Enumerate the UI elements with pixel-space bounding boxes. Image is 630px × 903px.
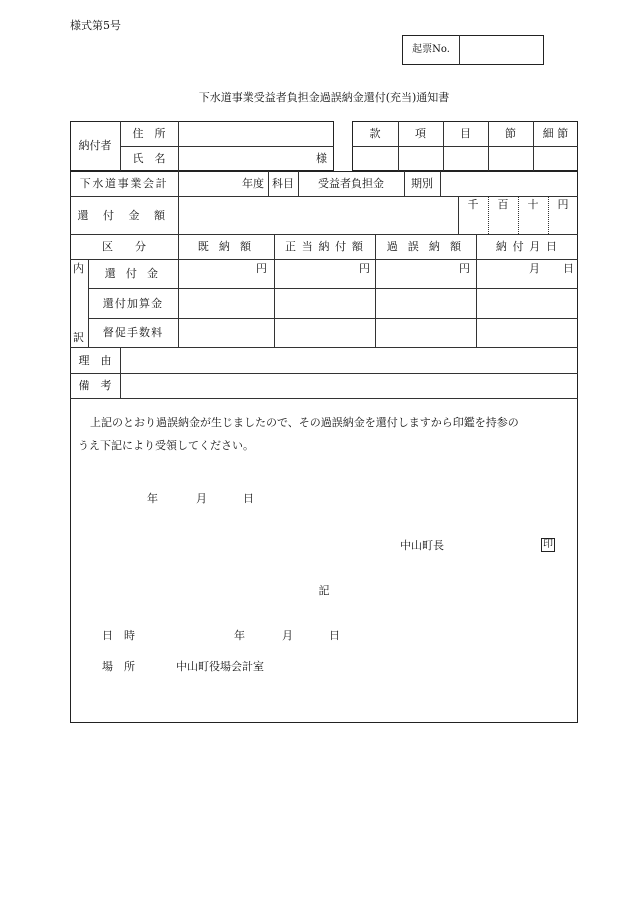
voucher-divider [459, 35, 460, 65]
payer-label: 納付者 [78, 139, 112, 152]
breakdown-header-correct: 正 当 納 付 額 [285, 240, 364, 253]
schedule-place-value: 中山町役場会計室 [176, 660, 264, 673]
notice-date-month: 月 [196, 492, 207, 505]
remarks-field[interactable] [122, 375, 576, 396]
name-label: 氏 名 [132, 152, 166, 165]
document-title: 下水道事業受益者負担金過誤納金還付(充当)通知書 [198, 91, 450, 104]
seal-icon: 印 [543, 539, 553, 550]
reason-label: 理 由 [78, 354, 112, 367]
issuer-name: 中山町長 [400, 539, 444, 552]
refund-amount-field[interactable] [180, 198, 456, 232]
digit-hundred: 百 [497, 198, 509, 211]
item-value: 受益者負担金 [318, 177, 384, 190]
schedule-day: 日 [329, 629, 340, 642]
row-refund-overpaid-yen: 円 [459, 262, 470, 275]
schedule-year: 年 [234, 629, 245, 642]
reason-field[interactable] [122, 349, 576, 371]
item-label: 科目 [272, 177, 294, 190]
fiscal-year-label: 年度 [242, 177, 264, 190]
row-fee-label: 督促手数料 [102, 326, 164, 339]
row-addition-label: 還付加算金 [102, 297, 164, 310]
period-label: 期別 [411, 177, 433, 190]
address-label: 住 所 [132, 127, 166, 140]
budget-header-kou: 項 [415, 127, 426, 140]
voucher-label: 起票No. [412, 44, 450, 55]
notice-text-line1: 上記のとおり過誤納金が生じましたので、その過誤納金を還付しますから印鑑を持参の [90, 416, 519, 429]
digit-thousand: 千 [467, 198, 479, 211]
budget-header-moku: 目 [460, 127, 471, 140]
payer-address-field[interactable] [180, 123, 332, 145]
breakdown-header-paid: 既 納 額 [197, 240, 255, 253]
breakdown-header-category: 区 分 [102, 240, 146, 253]
digit-yen: 円 [557, 198, 569, 211]
refund-amount-label: 還 付 金 額 [77, 209, 171, 222]
digit-ten: 十 [527, 198, 539, 211]
honorific-sama: 様 [316, 152, 327, 165]
notice-date-day: 日 [243, 492, 254, 505]
breakdown-side-label-top: 内 [73, 262, 84, 275]
budget-header-setsu: 節 [505, 127, 516, 140]
account-label: 下水道事業会計 [79, 177, 169, 190]
notice-text-line2: うえ下記により受領してください。 [78, 439, 254, 452]
payer-name-field[interactable] [180, 148, 310, 170]
period-field[interactable] [442, 173, 576, 194]
row-refund-day: 日 [563, 262, 574, 275]
schedule-place-label: 場 所 [102, 660, 135, 673]
budget-header-kan: 款 [369, 127, 381, 140]
ki-heading: 記 [318, 584, 330, 597]
schedule-month: 月 [282, 629, 293, 642]
notice-date-year: 年 [147, 492, 158, 505]
breakdown-header-payment-date: 納 付 月 日 [495, 240, 559, 253]
budget-header-saisetsu: 細 節 [542, 127, 569, 140]
breakdown-side-label-bottom: 訳 [73, 331, 84, 344]
remarks-label: 備 考 [78, 379, 112, 392]
schedule-datetime-label: 日 時 [102, 629, 135, 642]
breakdown-header-overpaid: 過 誤 納 額 [386, 240, 465, 253]
row-refund-month: 月 [529, 262, 540, 275]
row-refund-paid-yen: 円 [256, 262, 267, 275]
form-number: 様式第5号 [70, 19, 121, 32]
row-refund-correct-yen: 円 [359, 262, 370, 275]
row-refund-label: 還 付 金 [104, 267, 162, 280]
